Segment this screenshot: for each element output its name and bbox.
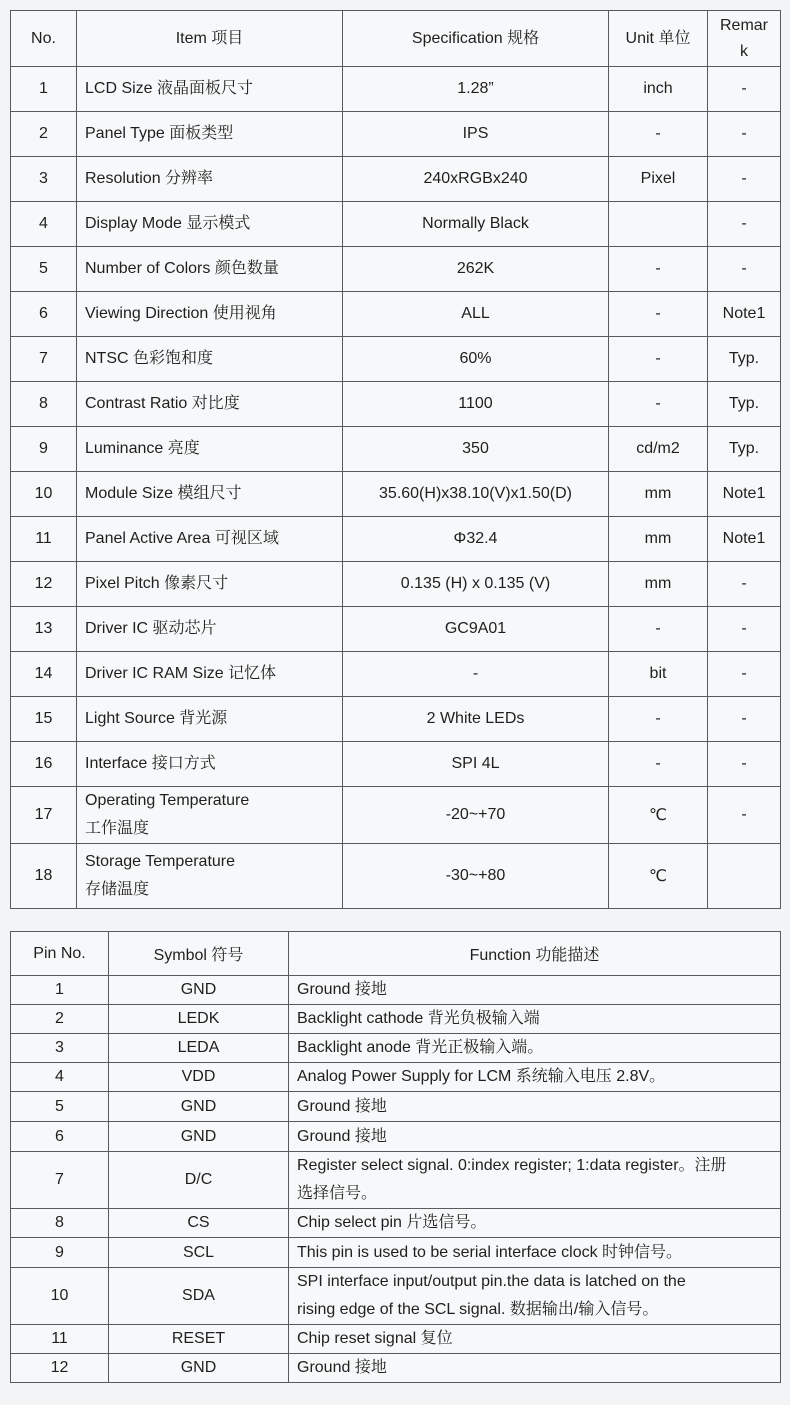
cell-no: 7 (11, 337, 77, 382)
cell-spec: 1.28” (343, 67, 609, 112)
table-row (11, 844, 781, 909)
cell-pin: 1 (11, 976, 109, 1005)
cell-item: Panel Type 面板类型 (77, 112, 343, 157)
cell-spec: - (343, 652, 609, 697)
table-row (11, 472, 781, 517)
cell-unit: - (609, 247, 708, 292)
cell-item: LCD Size 液晶面板尺寸 (77, 67, 343, 112)
cell-symbol: GND (109, 1092, 289, 1122)
cell-item-line1: Storage Temperature (85, 853, 236, 870)
cell-function: Chip select pin 片选信号。 (289, 1209, 781, 1238)
cell-unit: ℃ (609, 844, 708, 909)
cell-item: NTSC 色彩饱和度 (77, 337, 343, 382)
cell-remark: - (708, 202, 781, 247)
cell-remark: - (708, 652, 781, 697)
cell-spec: -30~+80 (343, 844, 609, 909)
cell-remark: - (708, 157, 781, 202)
header-item: Item 项目 (77, 11, 343, 67)
table-row (11, 157, 781, 202)
table-row (11, 1238, 781, 1268)
cell-pin: 3 (11, 1034, 109, 1063)
cell-pin: 8 (11, 1209, 109, 1238)
cell-function: Backlight cathode 背光负极输入端 (289, 1005, 781, 1034)
cell-unit: - (609, 292, 708, 337)
cell-unit: - (609, 382, 708, 427)
cell-pin: 10 (11, 1268, 109, 1325)
table-row (11, 1122, 781, 1152)
cell-unit: - (609, 337, 708, 382)
cell-item: Light Source 背光源 (77, 697, 343, 742)
cell-spec: 35.60(H)x38.10(V)x1.50(D) (343, 472, 609, 517)
cell-item: Driver IC 驱动芯片 (77, 607, 343, 652)
table-row (11, 1325, 781, 1354)
cell-pin: 11 (11, 1325, 109, 1354)
table-row (11, 247, 781, 292)
cell-spec: ALL (343, 292, 609, 337)
cell-unit: mm (609, 562, 708, 607)
cell-item: Luminance 亮度 (77, 427, 343, 472)
table-row (11, 382, 781, 427)
pin-header-row (11, 932, 781, 976)
cell-pin: 5 (11, 1092, 109, 1122)
table-row (11, 607, 781, 652)
cell-symbol: D/C (109, 1152, 289, 1209)
cell-item: Contrast Ratio 对比度 (77, 382, 343, 427)
cell-function-line1: SPI interface input/output pin.the data is latched on the (297, 1273, 686, 1290)
cell-no: 15 (11, 697, 77, 742)
cell-symbol: GND (109, 1122, 289, 1152)
cell-symbol: LEDA (109, 1034, 289, 1063)
cell-remark: - (708, 562, 781, 607)
cell-function: Chip reset signal 复位 (289, 1325, 781, 1354)
cell-symbol: CS (109, 1209, 289, 1238)
cell-unit: - (609, 607, 708, 652)
table-row (11, 1005, 781, 1034)
cell-item: Viewing Direction 使用视角 (77, 292, 343, 337)
spec-header-row (11, 11, 781, 67)
cell-spec: IPS (343, 112, 609, 157)
cell-function: Backlight anode 背光正极输入端。 (289, 1034, 781, 1063)
cell-spec: 350 (343, 427, 609, 472)
cell-unit: bit (609, 652, 708, 697)
cell-no: 14 (11, 652, 77, 697)
header-symbol: Symbol 符号 (109, 932, 289, 976)
cell-unit: inch (609, 67, 708, 112)
cell-item: Pixel Pitch 像素尺寸 (77, 562, 343, 607)
cell-function: Ground 接地 (289, 1354, 781, 1383)
cell-no: 11 (11, 517, 77, 562)
cell-unit: cd/m2 (609, 427, 708, 472)
table-row (11, 562, 781, 607)
header-no: No. (11, 11, 77, 67)
cell-item: Interface 接口方式 (77, 742, 343, 787)
cell-spec: GC9A01 (343, 607, 609, 652)
pin-table (10, 931, 781, 1383)
table-row (11, 1354, 781, 1383)
cell-unit: mm (609, 517, 708, 562)
cell-no: 4 (11, 202, 77, 247)
cell-function-line2: rising edge of the SCL signal. 数据输出/输入信号。 (297, 1301, 659, 1318)
cell-spec: 1100 (343, 382, 609, 427)
cell-remark: Typ. (708, 427, 781, 472)
cell-function-line1: Register select signal. 0:index register; 1:data register。注册 (297, 1157, 727, 1174)
cell-function: This pin is used to be serial interface clock 时钟信号。 (289, 1238, 781, 1268)
table-row (11, 67, 781, 112)
cell-no: 13 (11, 607, 77, 652)
cell-spec: 2 White LEDs (343, 697, 609, 742)
cell-spec: Φ32.4 (343, 517, 609, 562)
header-remark (708, 11, 781, 67)
cell-item-line1: Operating Temperature (85, 792, 250, 809)
cell-remark (708, 844, 781, 909)
cell-function (289, 1152, 781, 1209)
cell-no: 16 (11, 742, 77, 787)
cell-symbol: GND (109, 976, 289, 1005)
cell-function (289, 1268, 781, 1325)
spec-table (10, 10, 781, 909)
cell-item (77, 844, 343, 909)
table-row (11, 1268, 781, 1325)
cell-pin: 6 (11, 1122, 109, 1152)
cell-remark: - (708, 787, 781, 844)
cell-function: Ground 接地 (289, 1092, 781, 1122)
cell-unit: mm (609, 472, 708, 517)
cell-item-line2: 存储温度 (85, 881, 150, 898)
cell-remark: - (708, 247, 781, 292)
cell-item: Display Mode 显示模式 (77, 202, 343, 247)
table-row (11, 652, 781, 697)
table-row (11, 1063, 781, 1092)
cell-symbol: SDA (109, 1268, 289, 1325)
cell-no: 9 (11, 427, 77, 472)
cell-no: 12 (11, 562, 77, 607)
table-row (11, 976, 781, 1005)
cell-no: 10 (11, 472, 77, 517)
header-spec: Specification 规格 (343, 11, 609, 67)
cell-spec: 240xRGBx240 (343, 157, 609, 202)
table-row (11, 292, 781, 337)
cell-no: 6 (11, 292, 77, 337)
cell-no: 18 (11, 844, 77, 909)
cell-function-line2: 选择信号。 (297, 1185, 378, 1202)
table-row (11, 697, 781, 742)
cell-spec: 0.135 (H) x 0.135 (V) (343, 562, 609, 607)
cell-pin: 7 (11, 1152, 109, 1209)
cell-unit: - (609, 742, 708, 787)
cell-item: Resolution 分辨率 (77, 157, 343, 202)
header-unit: Unit 单位 (609, 11, 708, 67)
cell-spec: SPI 4L (343, 742, 609, 787)
cell-item: Module Size 模组尺寸 (77, 472, 343, 517)
table-row (11, 337, 781, 382)
table-row (11, 742, 781, 787)
cell-remark: - (708, 607, 781, 652)
cell-no: 17 (11, 787, 77, 844)
cell-symbol: SCL (109, 1238, 289, 1268)
cell-item: Panel Active Area 可视区域 (77, 517, 343, 562)
cell-unit: - (609, 697, 708, 742)
cell-unit: Pixel (609, 157, 708, 202)
cell-remark: Note1 (708, 517, 781, 562)
table-row (11, 1152, 781, 1209)
cell-pin: 4 (11, 1063, 109, 1092)
cell-symbol: LEDK (109, 1005, 289, 1034)
cell-symbol: GND (109, 1354, 289, 1383)
cell-no: 2 (11, 112, 77, 157)
cell-unit: ℃ (609, 787, 708, 844)
table-row (11, 787, 781, 844)
cell-remark: - (708, 67, 781, 112)
cell-function: Analog Power Supply for LCM 系统输入电压 2.8V。 (289, 1063, 781, 1092)
table-row (11, 427, 781, 472)
cell-spec: 262K (343, 247, 609, 292)
header-remark-line2: k (740, 42, 748, 60)
table-row (11, 202, 781, 247)
cell-unit (609, 202, 708, 247)
table-row (11, 112, 781, 157)
cell-remark: Note1 (708, 472, 781, 517)
table-row (11, 1092, 781, 1122)
cell-no: 8 (11, 382, 77, 427)
cell-remark: Typ. (708, 382, 781, 427)
table-row (11, 1209, 781, 1238)
header-function: Function 功能描述 (289, 932, 781, 976)
cell-spec: -20~+70 (343, 787, 609, 844)
cell-item (77, 787, 343, 844)
cell-function: Ground 接地 (289, 1122, 781, 1152)
cell-remark: - (708, 742, 781, 787)
cell-symbol: RESET (109, 1325, 289, 1354)
cell-item-line2: 工作温度 (85, 820, 150, 837)
cell-function: Ground 接地 (289, 976, 781, 1005)
cell-no: 3 (11, 157, 77, 202)
header-remark-line1: Remar (719, 16, 768, 34)
cell-unit: - (609, 112, 708, 157)
header-pin-no: Pin No. (11, 932, 109, 976)
cell-remark: Note1 (708, 292, 781, 337)
cell-no: 5 (11, 247, 77, 292)
cell-spec: Normally Black (343, 202, 609, 247)
cell-spec: 60% (343, 337, 609, 382)
cell-pin: 2 (11, 1005, 109, 1034)
cell-remark: Typ. (708, 337, 781, 382)
table-row (11, 517, 781, 562)
cell-pin: 12 (11, 1354, 109, 1383)
cell-pin: 9 (11, 1238, 109, 1268)
cell-remark: - (708, 112, 781, 157)
cell-item: Number of Colors 颜色数量 (77, 247, 343, 292)
cell-remark: - (708, 697, 781, 742)
cell-no: 1 (11, 67, 77, 112)
table-row (11, 1034, 781, 1063)
cell-symbol: VDD (109, 1063, 289, 1092)
cell-item: Driver IC RAM Size 记忆体 (77, 652, 343, 697)
